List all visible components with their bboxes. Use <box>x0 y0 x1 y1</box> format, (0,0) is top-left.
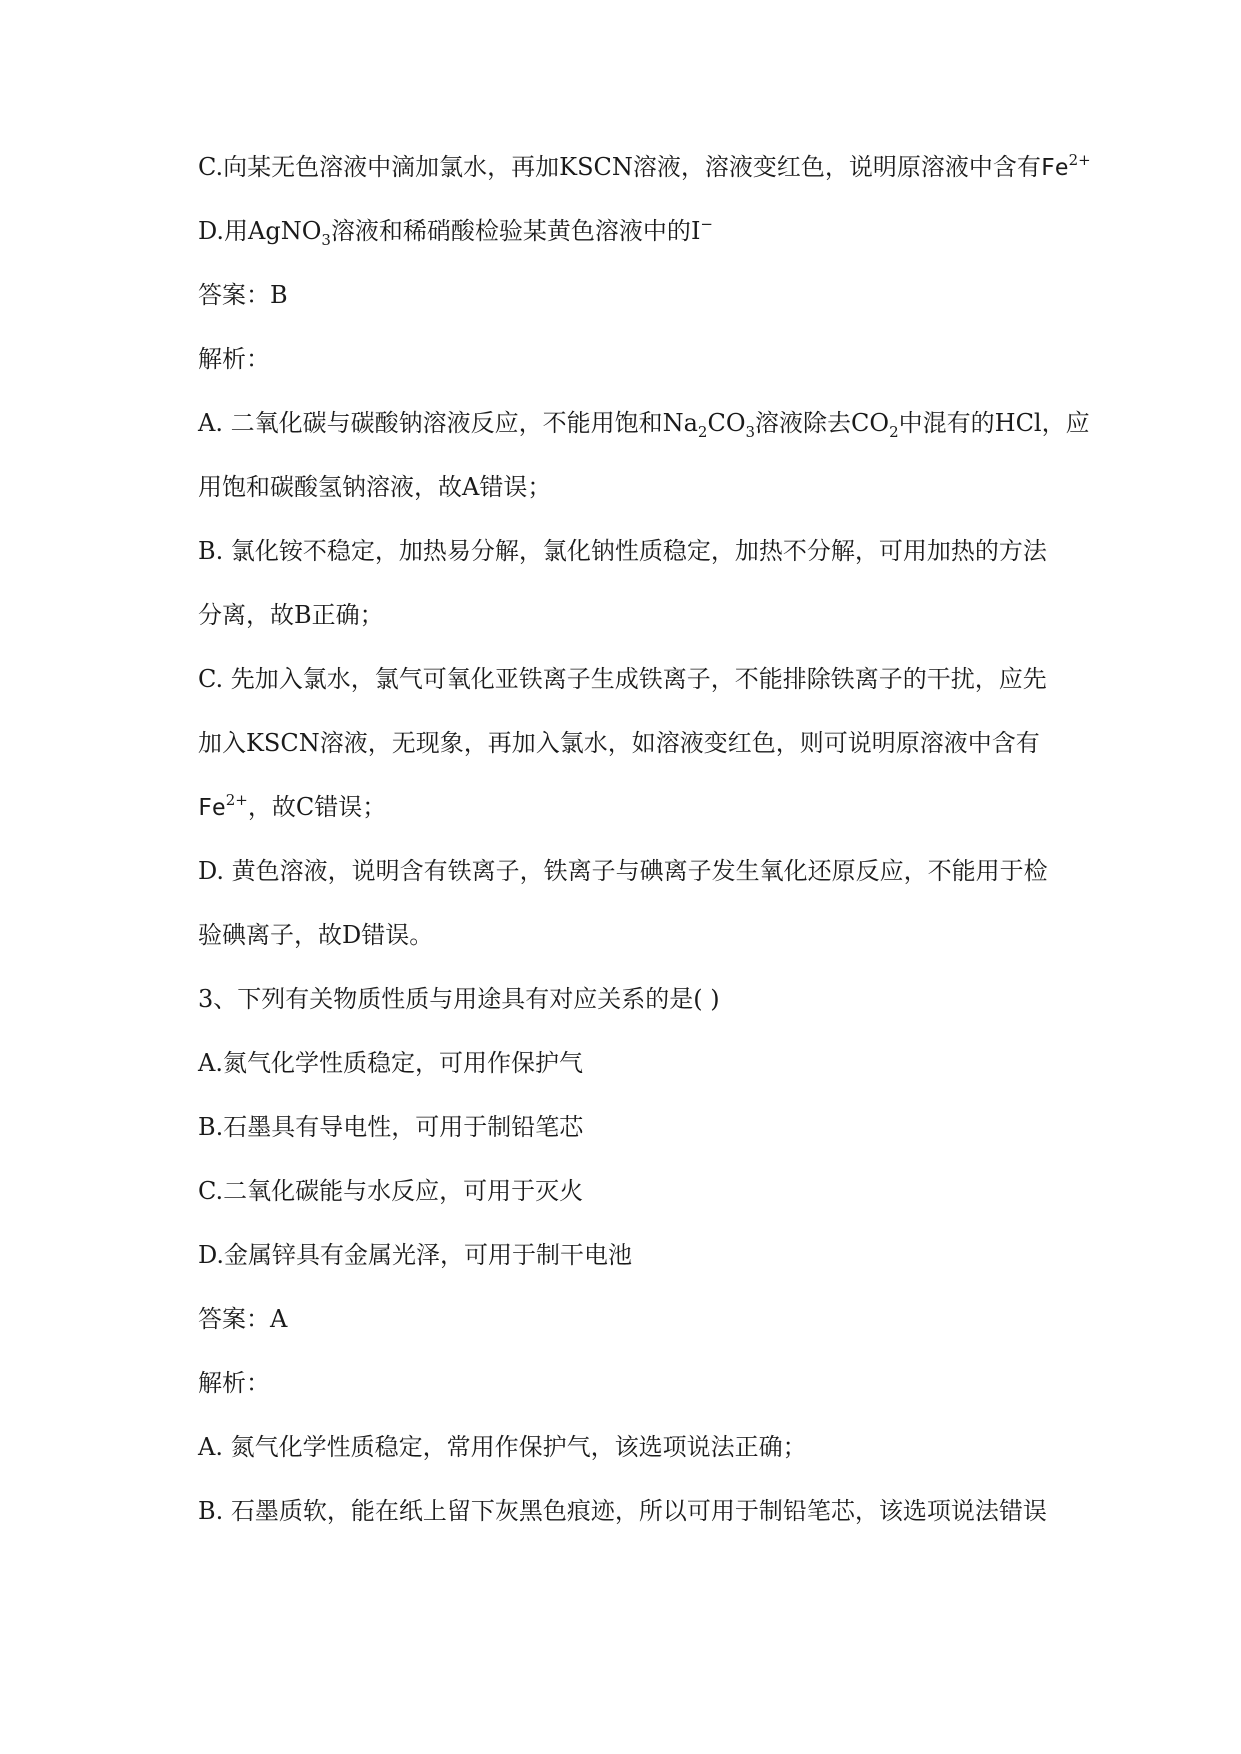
text-part: 中混有的HCl，应 <box>898 409 1090 437</box>
question-3: 3、下列有关物质性质与用途具有对应关系的是( ) <box>198 985 720 1013</box>
text-part: CO <box>707 409 746 437</box>
analysis-c-line1: C. 先加入氯水，氯气可氧化亚铁离子生成铁离子，不能排除铁离子的干扰，应先 <box>198 665 1047 693</box>
option-c-line <box>198 150 1091 184</box>
analysis-a-line1 <box>198 406 1090 440</box>
analysis-d-line1: D. 黄色溶液，说明含有铁离子，铁离子与碘离子发生氧化还原反应，不能用于检 <box>198 857 1048 885</box>
option-c-text: C.向某无色溶液中滴加氯水，再加KSCN溶液，溶液变红色，说明原溶液中含有 <box>198 153 1041 181</box>
option-d-text-a: D.用AgNO <box>198 217 322 245</box>
q3-option-a: A.氮气化学性质稳定，可用作保护气 <box>198 1049 583 1077</box>
answer-line: 答案：B <box>198 281 288 309</box>
ion-i: I <box>690 217 701 245</box>
analysis-heading: 解析： <box>198 345 270 373</box>
q3-analysis-a: A. 氮气化学性质稳定，常用作保护气，该选项说法正确； <box>198 1433 807 1461</box>
subscript: 2 <box>889 423 899 441</box>
analysis-c-line3 <box>198 790 386 824</box>
q3-option-b: B.石墨具有导电性，可用于制铅笔芯 <box>198 1113 584 1141</box>
ion-fe: Fe <box>1040 155 1069 181</box>
option-d-text-b: 溶液和稀硝酸检验某黄色溶液中的 <box>330 217 691 245</box>
analysis-a-line2: 用饱和碳酸氢钠溶液，故A错误； <box>198 473 552 501</box>
subscript: 2 <box>697 423 708 441</box>
ion-fe: Fe <box>198 795 226 821</box>
ion-charge: 2+ <box>225 791 248 809</box>
analysis-b-line1: B. 氯化铵不稳定，加热易分解，氯化钠性质稳定，加热不分解，可用加热的方法 <box>198 537 1047 565</box>
q3-option-d: D.金属锌具有金属光泽，可用于制干电池 <box>198 1241 633 1269</box>
subscript: 3 <box>321 231 331 249</box>
ion-charge: 2+ <box>1068 151 1091 169</box>
ion-charge: − <box>700 215 713 233</box>
subscript: 3 <box>745 423 756 441</box>
q3-answer: 答案：A <box>198 1305 288 1333</box>
q3-option-c: C.二氧化碳能与水反应，可用于灭火 <box>198 1177 584 1205</box>
text-part: A. 二氧化碳与碳酸钠溶液反应，不能用饱和Na <box>198 409 698 437</box>
q3-analysis-heading: 解析： <box>198 1369 270 1397</box>
text-part: ，故C错误； <box>247 793 387 821</box>
analysis-c-line2: 加入KSCN溶液，无现象，再加入氯水，如溶液变红色，则可说明原溶液中含有 <box>198 729 1040 757</box>
analysis-b-line2: 分离，故B正确； <box>198 601 384 629</box>
text-part: 溶液除去CO <box>755 409 890 437</box>
q3-analysis-b: B. 石墨质软，能在纸上留下灰黑色痕迹，所以可用于制铅笔芯，该选项说法错误 <box>198 1497 1047 1525</box>
option-d-line <box>198 214 713 248</box>
analysis-d-line2: 验碘离子，故D错误。 <box>198 921 434 949</box>
